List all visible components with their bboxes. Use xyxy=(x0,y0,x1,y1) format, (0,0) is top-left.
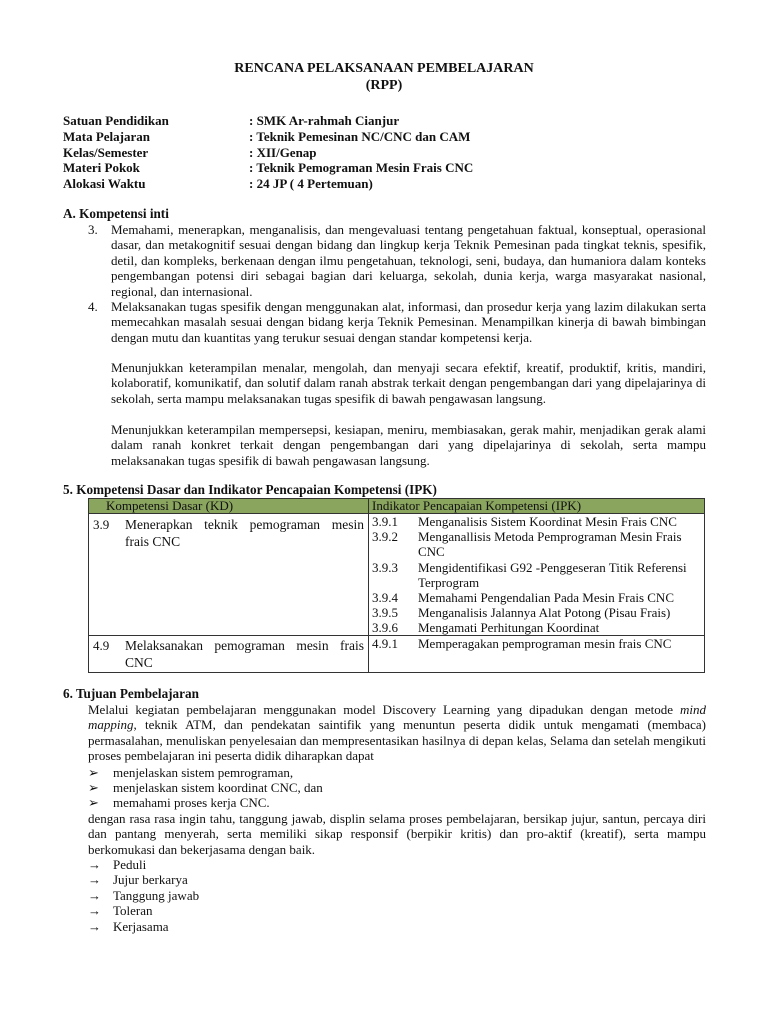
value-text: Toleran xyxy=(113,903,153,918)
kd-cell xyxy=(89,514,369,636)
document-subtitle: (RPP) xyxy=(365,78,403,93)
ipk-item xyxy=(369,590,704,605)
list-number: 4. xyxy=(88,299,98,314)
kd-number: 3.9 xyxy=(93,517,110,532)
list-item xyxy=(88,795,270,810)
list-item xyxy=(88,903,153,918)
kd-number: 4.9 xyxy=(93,638,110,653)
value-text: Jujur berkarya xyxy=(113,872,188,887)
arrow-bullet-icon: ➢ xyxy=(88,765,99,780)
identity-value: : SMK Ar-rahmah Cianjur xyxy=(249,113,400,128)
goal-text: menjelaskan sistem pemrograman, xyxy=(113,765,294,780)
list-item xyxy=(88,765,293,780)
goal-text: menjelaskan sistem koordinat CNC, dan xyxy=(113,780,323,795)
table-row xyxy=(89,636,705,673)
identity-label: Mata Pelajaran xyxy=(63,129,151,144)
list-item xyxy=(88,888,199,903)
table-row xyxy=(89,514,705,636)
kompetensi-inti-4: Melaksanakan tugas spesifik dengan menggunakan alat, informasi, dan prosedur kerja yang lazim dilakukan serta memecahkan masalah sesuai dengan bidang kerja Teknik Pemesinan. Menampilkan kinerja di bawah bimbingan dengan mutu dan kuantitas yang terukur sesuai dengan standar kompetensi kerja. xyxy=(111,299,706,345)
arrow-icon: → xyxy=(88,903,101,918)
kompetensi-inti-paragraph: Menunjukkan keterampilan mempersepsi, kesiapan, meniru, membiasakan, gerak mahir, menjadikan gerak alami dalam ranah konkret terkait dengan pengembangan dari yang dipelajarinya di sekolah, serta mampu melaksanakan tugas spesifik di bawah pengawasan langsung. xyxy=(111,422,706,468)
arrow-icon: → xyxy=(88,857,101,872)
ipk-number: 3.9.1 xyxy=(372,514,398,529)
ipk-text: Menganallisis Metoda Pemprograman Mesin Frais CNC xyxy=(418,529,682,559)
ipk-item xyxy=(369,605,704,620)
list-item xyxy=(88,780,323,795)
ipk-text: Memperagakan pemprograman mesin frais CNC xyxy=(418,636,672,651)
identity-value: : 24 JP ( 4 Pertemuan) xyxy=(249,176,373,191)
kd-cell xyxy=(89,636,369,673)
ipk-number: 4.9.1 xyxy=(372,636,398,651)
identity-value: : Teknik Pemesinan NC/CNC dan CAM xyxy=(249,129,471,144)
ipk-text: Mengidentifikasi G92 -Penggeseran Titik Referensi Terprogram xyxy=(418,560,687,590)
kd-text: Menerapkan teknik pemograman mesin frais CNC xyxy=(125,517,364,549)
column-header-kd: Kompetensi Dasar (KD) xyxy=(89,499,369,514)
arrow-icon: → xyxy=(88,919,101,934)
identity-value: : Teknik Pemograman Mesin Frais CNC xyxy=(249,160,474,175)
list-item xyxy=(88,919,169,934)
ipk-text: Mengamati Perhitungan Koordinat xyxy=(418,620,600,635)
ipk-number: 3.9.4 xyxy=(372,590,398,605)
tujuan-intro-text: , teknik ATM, dan pendekatan saintifik yang menuntun peserta didik untuk mengamati (membaca) permasalahan, menuliskan penyelesaian dan mempresentasikan hasilnya di depan kelas, Selama dan setelah mengikuti proses pembelajaran ini peserta didik diharapkan dapat xyxy=(88,717,706,764)
tujuan-intro-italic: mind mapping xyxy=(88,702,707,733)
identity-label: Alokasi Waktu xyxy=(63,176,146,191)
ipk-item xyxy=(369,529,704,559)
ipk-item xyxy=(369,560,704,590)
column-header-ipk: Indikator Pencapaian Kompetensi (IPK) xyxy=(369,499,705,514)
section-a-heading: A. Kompetensi inti xyxy=(63,206,169,221)
ipk-cell xyxy=(369,514,705,636)
ipk-item xyxy=(369,636,704,651)
kd-text: Melaksanakan pemograman mesin frais CNC xyxy=(125,638,364,670)
arrow-bullet-icon: ➢ xyxy=(88,780,99,795)
ipk-cell xyxy=(369,636,705,673)
identity-label: Materi Pokok xyxy=(63,160,140,175)
tujuan-intro-text: Melalui kegiatan pembelajaran menggunakan model Discovery Learning yang dipadukan dengan metode xyxy=(88,702,674,717)
ipk-number: 3.9.5 xyxy=(372,605,398,620)
tujuan-attitude: dengan rasa rasa ingin tahu, tanggung jawab, displin selama proses pembelajaran, bersikap jujur, santun, percaya diri dan pantang menyerah, serta memiliki sikap responsif (berpikir kritis) dan pro-aktif (kreatif), serta mampu berkomukasi dan bekerjasama dengan baik. xyxy=(88,811,706,857)
table-header-row xyxy=(89,499,705,514)
value-text: Peduli xyxy=(113,857,147,872)
ipk-item xyxy=(369,620,704,635)
value-text: Tanggung jawab xyxy=(113,888,200,903)
ipk-number: 3.9.2 xyxy=(372,529,398,544)
kd-ipk-table xyxy=(88,498,705,673)
document-title: RENCANA PELAKSANAAN PEMBELAJARAN xyxy=(234,61,534,76)
arrow-icon: → xyxy=(88,872,101,887)
list-number: 3. xyxy=(88,222,98,237)
ipk-number: 3.9.3 xyxy=(372,560,398,575)
kompetensi-inti-paragraph: Menunjukkan keterampilan menalar, mengolah, dan menyaji secara efektif, kreatif, produktif, kritis, mandiri, kolaboratif, komunikatif, dan solutif dalam ranah abstrak terkait dengan pengembangan dari yang dipelajarinya di sekolah, serta mampu melaksanakan tugas spesifik di bawah pengawasan langsung. xyxy=(111,360,706,406)
arrow-icon: → xyxy=(88,888,101,903)
value-text: Kerjasama xyxy=(113,919,169,934)
identity-value: : XII/Genap xyxy=(249,145,317,160)
ipk-text: Menganalisis Jalannya Alat Potong (Pisau Frais) xyxy=(418,605,671,620)
kompetensi-inti-3: Memahami, menerapkan, menganalisis, dan mengevaluasi tentang pengetahuan faktual, konseptual, operasional dasar, dan metakognitif sesuai dengan bidang dan lingkup kerja Teknik Pemesinan pada tingkat teknis, spesifik, detil, dan kompleks, berkenaan dengan ilmu pengetahuan, teknologi, seni, budaya, dan humaniora dalam konteks pengembangan potensi diri sebagai bagian dari keluarga, sekolah, dunia kerja, warga masyarakat nasional, regional, dan internasional. xyxy=(111,222,706,299)
identity-label: Kelas/Semester xyxy=(63,145,149,160)
ipk-item xyxy=(369,514,704,529)
list-item xyxy=(88,857,146,872)
ipk-text: Menganalisis Sistem Koordinat Mesin Frais CNC xyxy=(418,514,677,529)
ipk-text: Memahami Pengendalian Pada Mesin Frais CNC xyxy=(418,590,674,605)
identity-label: Satuan Pendidikan xyxy=(63,113,169,128)
arrow-bullet-icon: ➢ xyxy=(88,795,99,810)
ipk-number: 3.9.6 xyxy=(372,620,398,635)
section-5-heading: 5. Kompetensi Dasar dan Indikator Pencapaian Kompetensi (IPK) xyxy=(63,482,437,497)
goal-text: memahami proses kerja CNC. xyxy=(113,795,270,810)
section-6-heading: 6. Tujuan Pembelajaran xyxy=(63,686,199,701)
list-item xyxy=(88,872,188,887)
tujuan-intro xyxy=(88,702,706,764)
